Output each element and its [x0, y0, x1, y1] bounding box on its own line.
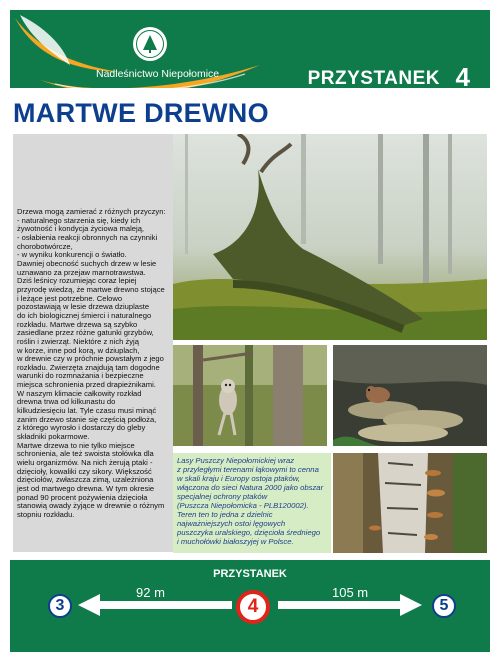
- body-text-line: zasiedlane przez różne gatunki grzybów,: [17, 328, 154, 338]
- caption-line: i muchołówki białoszyjej w Polsce.: [177, 537, 294, 546]
- body-text-line: Martwe drzewa to nie tylko miejsce: [17, 440, 135, 450]
- caption-line: Lasy Puszczy Niepołomickiej wraz: [177, 456, 295, 465]
- body-text-line: przyrodę wiedzą, że martwe drewno stojące: [17, 284, 165, 294]
- body-text-line: ponad 90 procent pożywienia dzięcioła: [17, 492, 148, 502]
- body-text-line: pozostawiają w lesie drzewa dziuplaste: [17, 302, 150, 312]
- current-stop-marker: 4: [236, 590, 270, 624]
- body-text-line: roślin i zwierząt. Niektóre z nich żyją: [17, 336, 139, 346]
- body-text-line: dzięcioły, kowaliki czy sikory. Większość: [17, 466, 152, 476]
- caption-line: (Puszcza Niepołomicka - PLB120002).: [177, 501, 309, 510]
- caption-line: specjalnej ochrony ptaków: [177, 492, 268, 501]
- body-text-line: drewna trwa od kilkunastu do: [17, 397, 116, 407]
- caption-line: w skali kraju i Europy ostoja ptaków,: [177, 474, 301, 483]
- footer-navigation: [10, 560, 490, 652]
- header-bar: [10, 10, 490, 88]
- body-text-line: rozkładu. Zwierzęta znajdują tam dogodne: [17, 362, 160, 372]
- caption-line: włączona do sieci Natura 2000 jako obszar: [177, 483, 324, 492]
- body-text-line: żywotność i kondycja życiowa maleją,: [17, 224, 145, 234]
- caption-line: Teren ten to jedna z dzielnic: [177, 510, 273, 519]
- body-text-line: składniki pokarmowe.: [17, 432, 90, 442]
- body-text-line: rozkładu. Martwe drzewa są szybko: [17, 319, 138, 329]
- body-text-line: kilkudziesięciu lat. Tyle czasu musi minąć: [17, 406, 157, 416]
- caption-line: puszczyka uralskiego, dzięcioła średniego: [177, 528, 321, 537]
- body-text-line: i leżące jest potrzebne. Celowo: [17, 293, 123, 303]
- next-distance: 105 m: [332, 585, 369, 600]
- photo-ural-owl: [173, 345, 327, 446]
- body-text-line: dzięciołów, zwłaszcza zimą, uzależniona: [17, 475, 154, 485]
- body-text-line: Drzewa mogą zamierać z różnych przyczyn:: [17, 207, 166, 216]
- body-text: [17, 208, 171, 520]
- body-text-line: schronienia, ale też swoista stołówka dla: [17, 449, 154, 459]
- body-text-line: w drewnie czy w próchnie powstałym z jego: [17, 354, 164, 364]
- body-text-line: - w wyniku konkurencji o światło.: [17, 250, 127, 260]
- page-title: MARTWE DREWNO: [13, 98, 269, 128]
- body-text-line: zanim drzewo stanie się częścią podłoża,: [17, 414, 157, 424]
- text-panel: [13, 134, 173, 552]
- prev-stop-marker[interactable]: 3: [48, 594, 72, 618]
- body-text-line: stanowią owady żyjące w drewnie o różnym: [17, 501, 165, 511]
- next-stop-marker[interactable]: 5: [432, 594, 456, 618]
- footer-stop-label: PRZYSTANEK: [213, 568, 287, 580]
- caption-line: z przyległymi terenami łąkowymi to cenna: [177, 465, 319, 474]
- body-text-line: Dawniej obecność suchych drzew w lesie: [17, 258, 157, 268]
- body-text-line: uznawano za przejaw marnotrawstwa.: [17, 267, 146, 277]
- body-text-line: warunki do rozmnażania i bezpieczne: [17, 371, 144, 381]
- agency-name: Nadleśnictwo Niepołomice: [96, 68, 220, 80]
- body-text-line: do ich biologicznej śmierci i naturalnego: [17, 310, 152, 320]
- body-text-line: miejsca schronienia przed drapieżnikami.: [17, 380, 156, 390]
- natura-2000-caption: [173, 453, 331, 553]
- body-text-line: w korze, inne pod korą, w dziuplach,: [17, 345, 140, 355]
- body-text-line: wielu organizmów. Na nich żerują ptaki -: [17, 458, 153, 468]
- stop-number: 4: [455, 62, 470, 88]
- caption-line: najważniejszych ostoi lęgowych: [177, 519, 286, 528]
- body-text-line: W naszym klimacie całkowity rozkład: [17, 388, 142, 398]
- photo-birch-bracket-fungi: [333, 453, 487, 553]
- stop-label: PRZYSTANEK: [307, 68, 440, 88]
- photo-mouse-on-fungi: [333, 345, 487, 446]
- photo-fallen-mossy-log: [173, 134, 487, 340]
- body-text-line: - naturalnego starzenia się, kiedy ich: [17, 215, 141, 225]
- body-text-line: chorobotwórcze,: [17, 241, 73, 251]
- body-text-line: jest od martwego drewna. W tym okresie: [17, 484, 155, 493]
- forest-service-tree-logo-icon: [130, 24, 170, 64]
- body-text-line: z którego wyrosło i dostarczy do gleby: [17, 423, 146, 433]
- body-text-line: Dziś leśnicy rozumiejąc coraz lepiej: [17, 276, 137, 286]
- body-text-line: - osłabienia reakcji obronnych na czynniki: [17, 232, 158, 242]
- prev-distance: 92 m: [136, 585, 165, 600]
- body-text-line: stopniu rozkładu.: [17, 509, 75, 519]
